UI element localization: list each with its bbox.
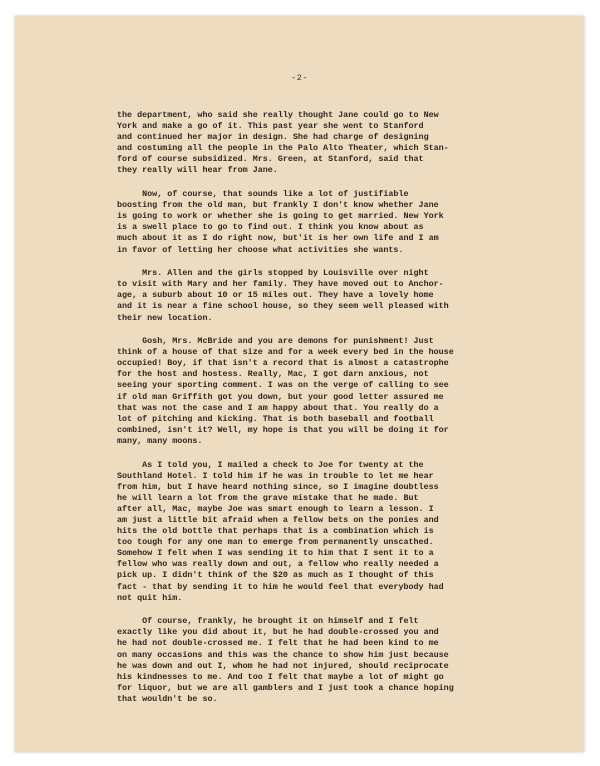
- text-line: he had not double-crossed me. I felt that he had been kind to me: [117, 638, 439, 649]
- text-line: in favor of letting her choose what activities she wants.: [117, 244, 404, 255]
- text-line: fellow who was really down and out, a fellow who really needed a: [117, 559, 439, 570]
- paper-sheet: [15, 16, 584, 752]
- paragraph: [117, 336, 517, 447]
- text-line: they really will hear from Jane.: [117, 165, 278, 176]
- text-line: and it is near a fine school house, so they seem well pleased with: [117, 301, 449, 312]
- text-line: he will learn a lot from the grave mistake that he made. But: [117, 492, 419, 503]
- paragraph: [117, 460, 517, 604]
- text-line: the department, who said she really thought Jane could go to New: [117, 110, 439, 120]
- text-line: seeing your sporting comment. I was on the verge of calling to see: [117, 380, 449, 391]
- text-line: much about it as I do right now, but'it is her own life and I am: [117, 233, 439, 244]
- paragraph: [117, 110, 517, 177]
- text-line: Mrs. Allen and the girls stopped by Louisville over night: [117, 268, 429, 279]
- text-line: Somehow I felt when I was sending it to him that I sent it to a: [117, 548, 434, 559]
- text-line: York and make a go of it. This past year she went to Stanford: [117, 121, 424, 132]
- paragraph: [117, 189, 517, 256]
- text-line: Of course, frankly, he brought it on himself and I felt: [117, 616, 419, 627]
- text-line: Southland Hotel. I told him if he was in trouble to let me hear: [117, 470, 434, 481]
- text-line: many, many moons.: [117, 435, 203, 446]
- page-number: -2-: [291, 73, 308, 83]
- text-line: and costuming all the people in the Palo Alto Theater, which Stan-: [117, 143, 449, 154]
- text-line: As I told you, I mailed a check to Joe for twenty at the: [117, 459, 424, 470]
- text-line: is a swell place to go to find out. I think you know about as: [117, 222, 424, 233]
- text-line: is going to work or whether she is going to get married. New York: [117, 211, 444, 222]
- text-line: age, a suburb about 10 or 15 miles out. They have a lovely home: [117, 290, 434, 301]
- text-line: that was not the case and I am happy about that. You really do a: [117, 402, 439, 413]
- text-line: their new location.: [117, 312, 213, 323]
- text-line: to visit with Mary and her family. They have moved out to Anchor-: [117, 279, 444, 290]
- paragraph: [117, 616, 517, 705]
- text-line: pick up. I didn't think of the $20 as much as I thought of this: [117, 570, 434, 581]
- text-line: Gosh, Mrs. McBride and you are demons for punishment! Just: [117, 336, 434, 347]
- text-line: boosting from the old man, but frankly I don't know whether Jane: [117, 200, 439, 211]
- text-line: combined, isn't it? Well, my hope is that you will be doing it for: [117, 424, 449, 435]
- text-line: not quit him.: [117, 592, 183, 603]
- paragraph: [117, 268, 517, 323]
- text-line: exactly like you did about it, but he had double-crossed you and: [117, 627, 439, 638]
- text-line: fact - that by sending it to him he would feel that everybody had: [117, 581, 444, 592]
- text-line: think of a house of that size and for a week every bed in the house: [117, 347, 454, 358]
- letter-body: [117, 110, 517, 718]
- text-line: hits the old bottle that perhaps that is a combination which is: [117, 526, 434, 537]
- text-line: if old man Griffith got you down, but your good letter assured me: [117, 391, 444, 402]
- text-line: occupied! Boy, if that isn't a record that is almost a catastrophe: [117, 358, 449, 369]
- text-line: after all, Mac, maybe Joe was smart enough to learn a lesson. I: [117, 503, 434, 514]
- text-line: from him, but I have heard nothing since, so I imagine doubtless: [117, 481, 439, 492]
- text-line: ford of course subsidized. Mrs. Green, at Stanford, said that: [117, 154, 424, 165]
- text-line: he was down and out I, whom he had not injured, should reciprocate: [117, 660, 449, 671]
- text-line: and continued her major in design. She had charge of designing: [117, 132, 429, 143]
- text-line: on many occasions and this was the chance to show him just because: [117, 649, 449, 660]
- text-line: lot of pitching and kicking. That is both baseball and football: [117, 413, 434, 424]
- text-line: his kindnesses to me. And too I felt that maybe a lot of might go: [117, 671, 444, 682]
- text-line: for liquor, but we are all gamblers and I just took a chance hoping: [117, 682, 454, 693]
- text-line: too tough for any one man to emerge from permanently unscathed.: [117, 537, 434, 548]
- text-line: that wouldn't be so.: [117, 693, 218, 704]
- text-line: Now, of course, that sounds like a lot of justifiable: [117, 189, 409, 200]
- text-line: for the host and hostess. Really, Mac, I got darn anxious, not: [117, 369, 429, 380]
- text-line: am just a little bit afraid when a fellow bets on the ponies and: [117, 515, 439, 525]
